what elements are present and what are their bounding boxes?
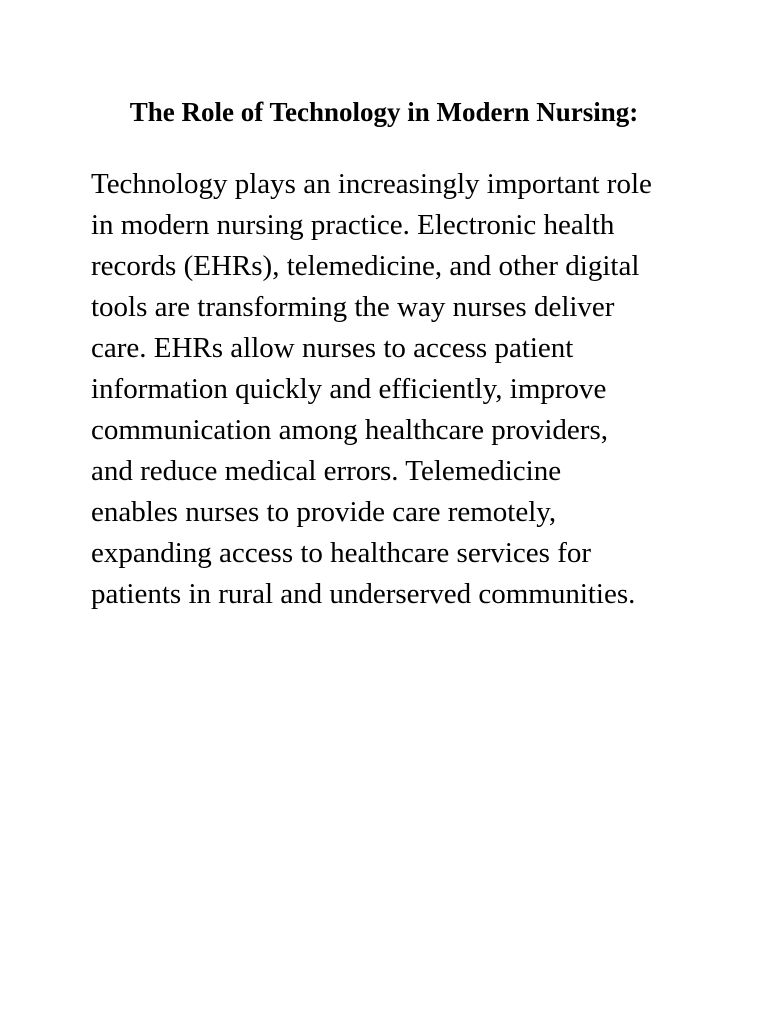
body-paragraph xyxy=(91,164,691,615)
body-line: expanding access to healthcare services for xyxy=(91,537,592,569)
body-line: and reduce medical errors. Telemedicine xyxy=(91,455,562,487)
body-line: records (EHRs), telemedicine, and other digital xyxy=(91,250,640,282)
body-line: tools are transforming the way nurses deliver xyxy=(91,291,615,323)
body-line: communication among healthcare providers, xyxy=(91,414,608,446)
body-line: enables nurses to provide care remotely, xyxy=(91,496,557,528)
body-line: in modern nursing practice. Electronic health xyxy=(91,209,615,241)
body-line: patients in rural and underserved communities. xyxy=(91,578,636,610)
body-line: Technology plays an increasingly important role xyxy=(91,168,652,200)
body-line: information quickly and efficiently, improve xyxy=(91,373,607,405)
body-line: care. EHRs allow nurses to access patient xyxy=(91,332,574,364)
document-title: The Role of Technology in Modern Nursing: xyxy=(129,97,639,127)
